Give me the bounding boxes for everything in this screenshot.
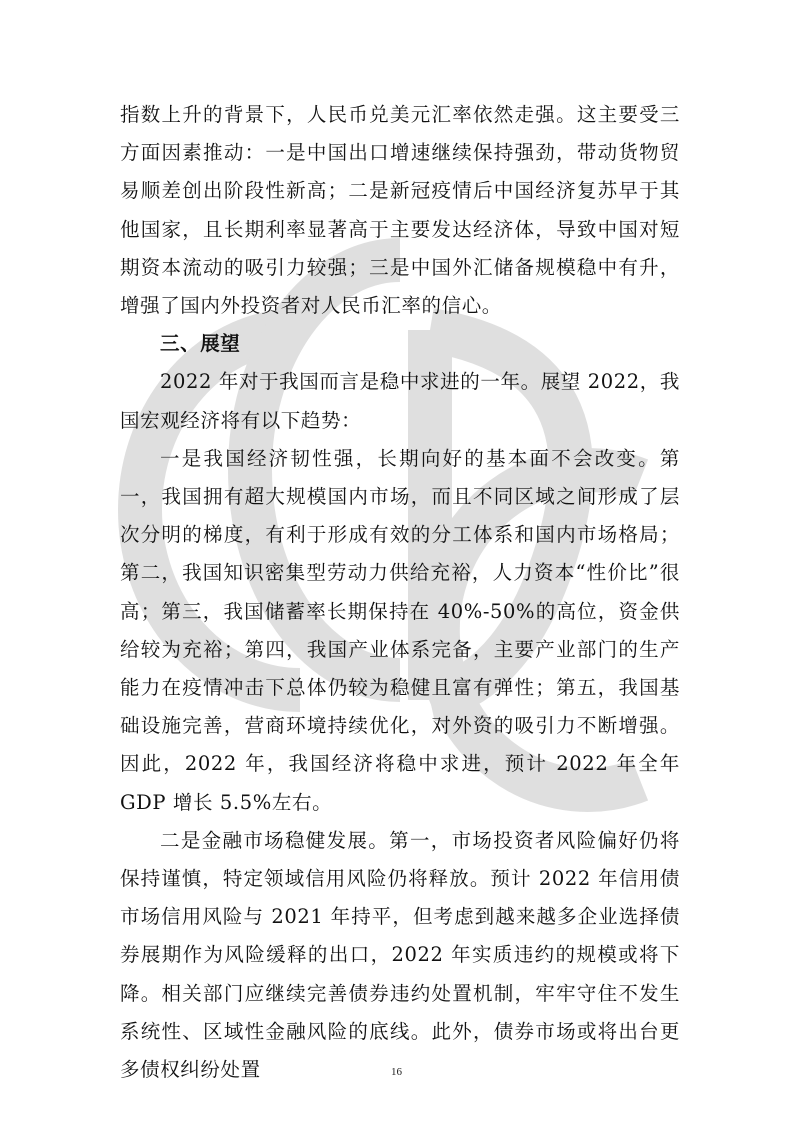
- section-heading: 三、展望: [160, 332, 241, 356]
- paragraph-3: 一是我国经济韧性强，长期向好的基本面不会改变。第一，我国拥有超大规模国内市场，而且不同区域之间形成了层次分明的梯度，有利于形成有效的分工体系和国内市场格局；第二，我国知识密集型劳动力供给充裕，人力资本“性价比”很高；第三，我国储蓄率长期保持在 40%-50%的高位，资金供给较为充裕；第四，我国产业体系完备，主要产业部门的生产能力在疫情冲击下总体仍较为稳健且富有弹性；第五，我国基础设施完善，营商环境持续优化，对外资的吸引力不断增强。因此，2022 年，我国经济将稳中求进，预计 2022 年全年 GDP 增长 5.5%左右。: [120, 446, 680, 814]
- paragraph-4: 二是金融市场稳健发展。第一，市场投资者风险偏好仍将保持谨慎，特定领域信用风险仍将释放。预计 2022 年信用债市场信用风险与 2021 年持平，但考虑到越来越多企业选择债券展期作为风险缓释的出口，2022 年实质违约的规模或将下降。相关部门应继续完善债券违约处置机制，牢牢守住不发生系统性、区域性金融风险的底线。此外，债券市场或将出台更多债权纠纷处置: [120, 828, 680, 1082]
- paragraph-1: 指数上升的背景下，人民币兑美元汇率依然走强。这主要受三方面因素推动：一是中国出口增速继续保持强劲，带动货物贸易顺差创出阶段性新高；二是新冠疫情后中国经济复苏早于其他国家，且长期利率显著高于主要发达经济体，导致中国对短期资本流动的吸引力较强；三是中国外汇储备规模稳中有升，增强了国内外投资者对人民币汇率的信心。: [120, 103, 680, 318]
- page-number: 16: [391, 1066, 402, 1078]
- paragraph-2: 2022 年对于我国而言是稳中求进的一年。展望 2022，我国宏观经济将有以下趋势：: [120, 370, 680, 432]
- document-page: [120, 96, 680, 1089]
